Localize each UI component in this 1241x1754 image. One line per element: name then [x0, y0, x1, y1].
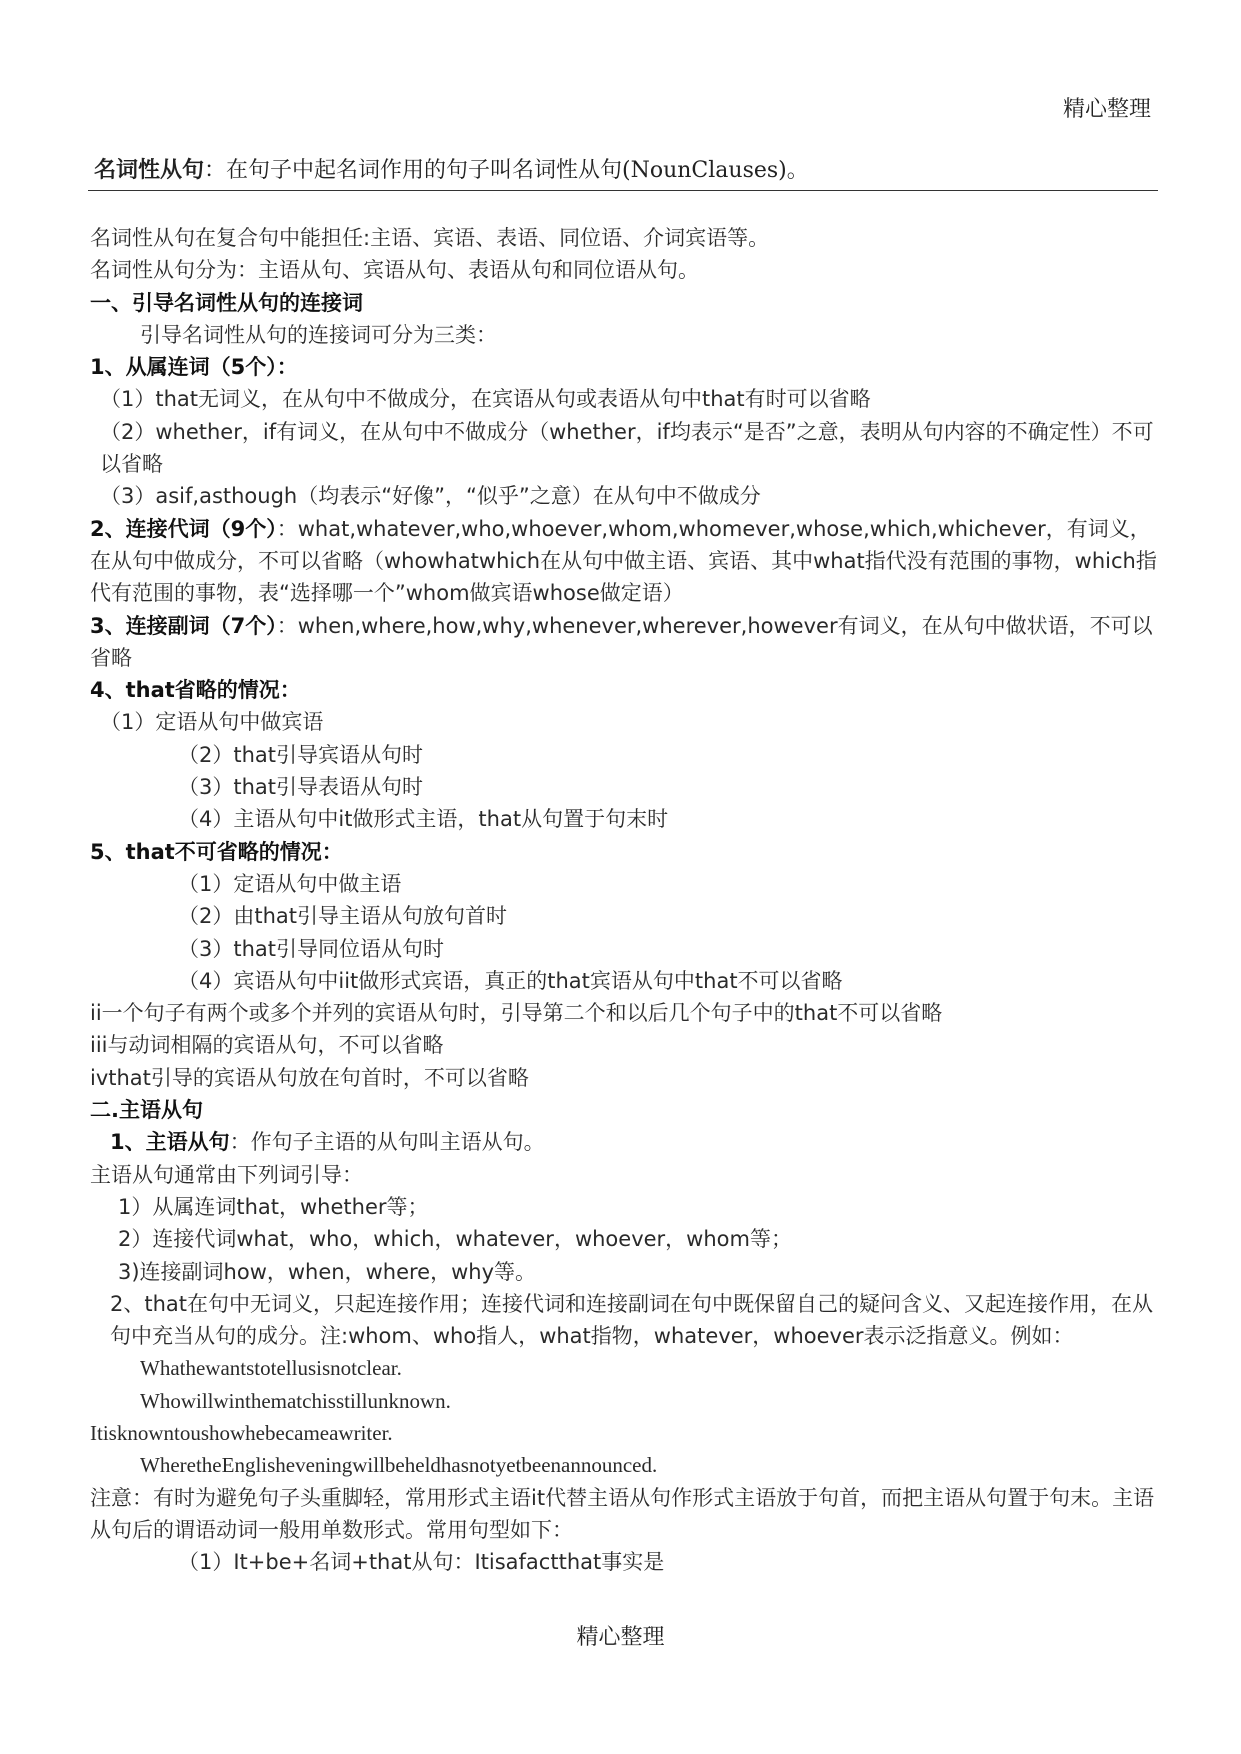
- body-line: 名词性从句分为：主语从句、宾语从句、表语从句和同位语从句。: [90, 258, 699, 283]
- body-line: （1）It+be+名词+that从句：Itisafactthat事实是: [178, 1550, 665, 1575]
- body-line: ivthat引导的宾语从句放在句首时，不可以省略: [90, 1065, 529, 1090]
- body-line: （1）定语从句中做主语: [178, 871, 402, 896]
- page-header: 精心整理: [1062, 97, 1151, 122]
- section-heading: 4、that省略的情况：: [90, 678, 301, 703]
- line-text: ：what,whatever,who,whoever,whom,whomever,whose,which,whichever，有词义，在从句中做成分，不可以省略（whowhatwhich在从句中做主语、宾语、其中what指代没有范围的事物，which指代有范围的事物，表“选择哪一个”whom做宾语whose做定语）: [90, 516, 1157, 606]
- body-line: 名词性从句在复合句中能担任:主语、宾语、表语、同位语、介词宾语等。: [90, 226, 770, 250]
- section-heading: 一、引导名词性从句的连接词: [90, 290, 363, 315]
- body-line: [90, 513, 1170, 610]
- line-label: 2、连接代词（9个）: [90, 516, 277, 541]
- body-line: （2）whether，if有词义，在从句中不做成分（whether，if均表示“是否”之意，表明从句内容的不确定性）不可以省略: [100, 419, 1154, 477]
- body-line: （3）that引导同位语从句时: [178, 936, 445, 961]
- line-text: ：作句子主语的从句叫主语从句。: [229, 1130, 545, 1155]
- document-title: [88, 155, 1158, 191]
- body-line: 注意：有时为避免句子头重脚轻，常用形式主语it代替主语从句作形式主语放于句首，而把主语从句置于句末。主语从句后的谓语动词一般用单数形式。常用句型如下：: [90, 1485, 1155, 1542]
- body-line: 3)连接副词how，when，where，why等。: [118, 1259, 537, 1284]
- body-line: Whowillwinthematchisstillunknown.: [140, 1388, 451, 1413]
- body-line: （4）宾语从句中iit做形式宾语，真正的that宾语从句中that不可以省略: [178, 968, 843, 993]
- line-label: 3、连接副词（7个）: [90, 613, 277, 638]
- body-line: 主语从句通常由下列词引导：: [90, 1162, 363, 1187]
- section-heading: 二.主语从句: [90, 1098, 203, 1123]
- title-term: 名词性从句: [94, 157, 205, 183]
- body-line: Whathewantstotellusisnotclear.: [140, 1356, 402, 1381]
- body-line: （2）由that引导主语从句放句首时: [178, 904, 508, 929]
- section-heading: 1、从属连词（5个）：: [90, 355, 298, 380]
- body-line: （4）主语从句中it做形式主语，that从句置于句末时: [178, 807, 669, 832]
- document-body: [90, 222, 1170, 1578]
- body-line: WheretheEnglisheveningwillbeheldhasnotyetbeenannounced.: [140, 1453, 658, 1478]
- body-line: [90, 610, 1170, 675]
- body-line: （2）that引导宾语从句时: [178, 742, 424, 767]
- line-label: 1、主语从句: [110, 1130, 230, 1155]
- body-line: （1）that无词义，在从句中不做成分，在宾语从句或表语从句中that有时可以省略: [100, 387, 871, 412]
- body-line: （3）asif,asthough（均表示“好像”，“似乎”之意）在从句中不做成分: [100, 484, 761, 509]
- body-line: iii与动词相隔的宾语从句，不可以省略: [90, 1033, 444, 1058]
- body-line: ii一个句子有两个或多个并列的宾语从句时，引导第二个和以后几个句子中的that不可以省略: [90, 1001, 943, 1026]
- line-text: ：when,where,how,why,whenever,wherever,however有词义，在从句中做状语，不可以省略: [90, 613, 1153, 670]
- body-line: [90, 1126, 1170, 1158]
- page-footer: 精心整理: [576, 1625, 665, 1650]
- section-heading: 5、that不可省略的情况：: [90, 839, 343, 864]
- body-line: 引导名词性从句的连接词可分为三类：: [140, 322, 497, 347]
- body-line: 2、that在句中无词义，只起连接作用；连接代词和连接副词在句中既保留自己的疑问含义、又起连接作用，在从句中充当从句的成分。注:whom、who指人，what指物，whatever，whoever表示泛指意义。例如：: [110, 1291, 1154, 1349]
- body-line: 2）连接代词what，who，which，whatever，whoever，whom等；: [118, 1227, 792, 1252]
- title-definition: ：在句子中起名词作用的句子叫名词性从句(NounClauses)。: [204, 158, 809, 183]
- body-line: 1）从属连词that，whether等；: [118, 1194, 429, 1219]
- body-line: Itisknowntoushowhebecameawriter.: [90, 1420, 393, 1445]
- body-line: （1）定语从句中做宾语: [100, 710, 324, 735]
- body-line: （3）that引导表语从句时: [178, 775, 424, 800]
